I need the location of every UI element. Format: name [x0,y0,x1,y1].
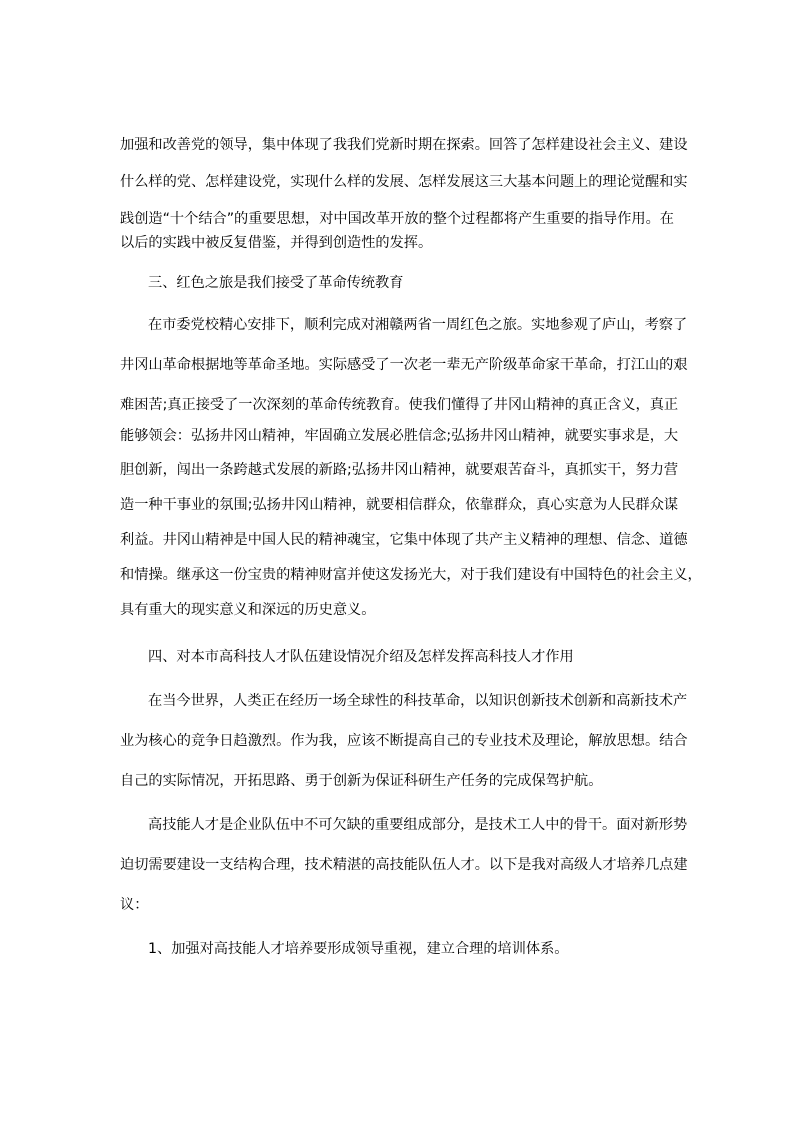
paragraph-line: 自己的实际情况，开拓思路、勇于创新为保证科研生产任务的完成保驾护航。 [120,773,603,789]
paragraph-line: 迫切需要建设一支结构合理，技术精湛的高技能队伍人才。以下是我对高级人才培养几点建 [120,857,688,873]
paragraph-line: 以后的实践中被反复借鉴，并得到创造性的发挥。 [120,235,433,251]
paragraph-line: 高技能人才是企业队伍中不可欠缺的重要组成部分，是技术工人中的骨干。面对新形势 [148,817,688,833]
paragraph-line: 践创造“十个结合”的重要思想，对中国改革开放的整个过程都将产生重要的指导作用。在 [120,211,674,227]
list-item: 1、加强对高技能人才培养要形成领导重视，建立合理的培训体系。 [148,941,569,957]
paragraph-line: 造一种干事业的氛围;弘扬井冈山精神，就要相信群众，依靠群众，真心实意为人民群众谋 [120,497,679,513]
paragraph-line: 在市委党校精心安排下，顺利完成对湘赣两省一周红色之旅。实地参观了庐山，考察了 [148,317,688,333]
paragraph-line: 井冈山革命根据地等革命圣地。实际感受了一次老一辈无产阶级革命家干革命，打江山的艰 [120,357,688,373]
section-heading: 三、红色之旅是我们接受了革命传统教育 [148,275,404,291]
paragraph-line: 什么样的党、怎样建设党，实现什么样的发展、怎样发展这三大基本问题上的理论觉醒和实 [120,174,688,190]
paragraph-line: 难困苦;真正接受了一次深刻的革命传统教育。使我们懂得了井冈山精神的真正含义，真正 [120,397,679,413]
section-heading: 四、对本市高科技人才队伍建设情况介绍及怎样发挥高科技人才作用 [148,649,574,665]
paragraph-line: 能够领会：弘扬井冈山精神，牢固确立发展必胜信念;弘扬井冈山精神，就要实事求是，大 [120,428,679,444]
paragraph-line: 议： [120,897,149,913]
paragraph-line: 具有重大的现实意义和深远的历史意义。 [120,602,376,618]
paragraph-line: 和情操。继承这一份宝贵的精神财富并使这发扬光大，对于我们建设有中国特色的社会主义， [120,567,702,583]
paragraph-line: 胆创新，闯出一条跨越式发展的新路;弘扬井冈山精神，就要艰苦奋斗，真抓实干，努力营 [120,462,679,478]
paragraph-line: 在当今世界，人类正在经历一场全球性的科技革命，以知识创新技术创新和高新技术产 [148,693,688,709]
paragraph-line: 业为核心的竞争日趋激烈。作为我，应该不断提高自己的专业技术及理论，解放思想。结合 [120,733,688,749]
paragraph-line: 加强和改善党的领导，集中体现了我我们党新时期在探索。回答了怎样建设社会主义、建设 [120,137,688,153]
paragraph-line: 利益。井冈山精神是中国人民的精神魂宝，它集中体现了共产主义精神的理想、信念、道德 [120,532,688,548]
